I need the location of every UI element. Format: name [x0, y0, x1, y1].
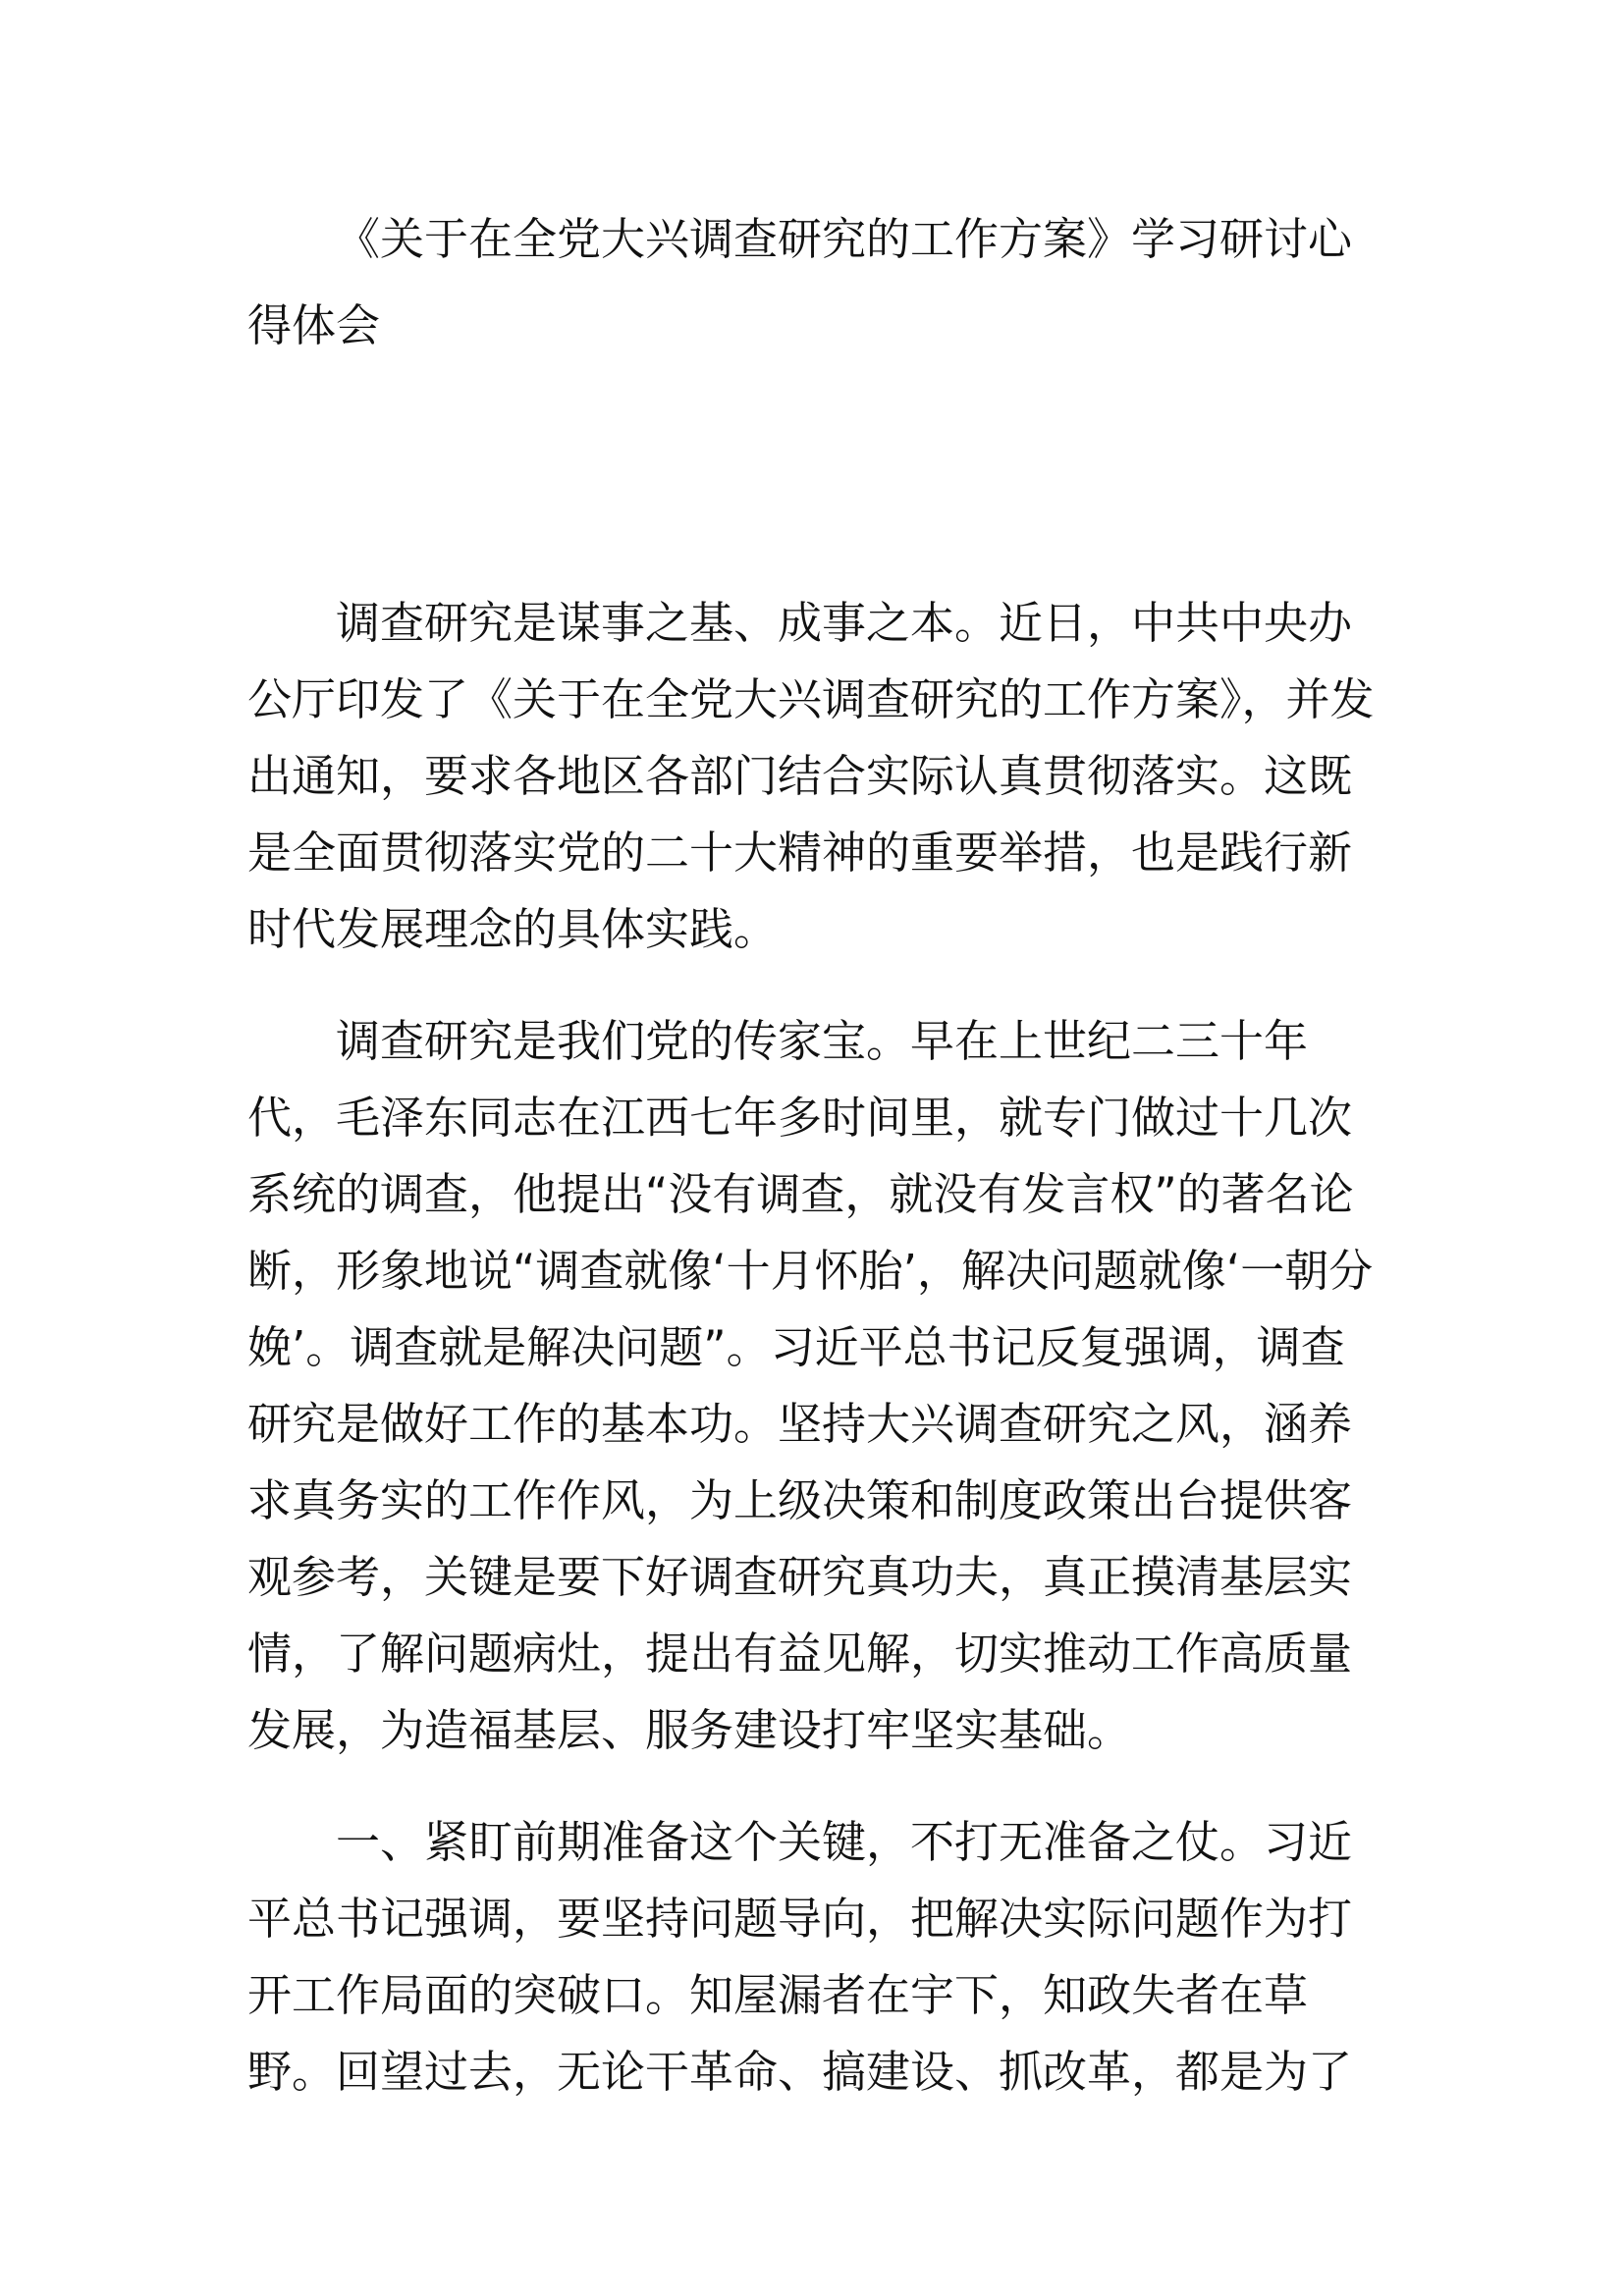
title-spacer	[247, 369, 1386, 585]
paragraph-intro: 调查研究是谋事之基、成事之本。近日，中共中央办公厅印发了《关于在全党大兴调查研究的工作方案》，并发出通知，要求各地区各部门结合实际认真贯彻落实。这既是全面贯彻落实党的二十大精神的重要举措，也是践行新时代发展理念的具体实践。	[247, 597, 1375, 955]
document-title: 《关于在全党大兴调查研究的工作方案》学习研讨心得体会	[247, 213, 1353, 351]
paragraph-section-one: 一、紧盯前期准备这个关键，不打无准备之仗。习近平总书记强调，要坚持问题导向，把解决实际问题作为打开工作局面的突破口。知屋漏者在宇下，知政失者在草野。回望过去，无论干革命、搞建设、抓改革，都是为了	[247, 1816, 1353, 2098]
paragraph-tradition: 调查研究是我们党的传家宝。早在上世纪二三十年代，毛泽东同志在江西七年多时间里，就专门做过十几次系统的调查，他提出“没有调查，就没有发言权”的著名论断，形象地说“调查就像‘十月怀胎’，解决问题就像‘一朝分娩’。调查就是解决问题”。习近平总书记反复强调，调查研究是做好工作的基本功。坚持大兴调查研究之风，涵养求真务实的工作作风，为上级决策和制度政策出台提供客观参考，关键是要下好调查研究真功夫，真正摸清基层实情，了解问题病灶，提出有益见解，切实推动工作高质量发展，为造福基层、服务建设打牢坚实基础。	[247, 1015, 1374, 1756]
document-body	[247, 196, 1386, 2146]
